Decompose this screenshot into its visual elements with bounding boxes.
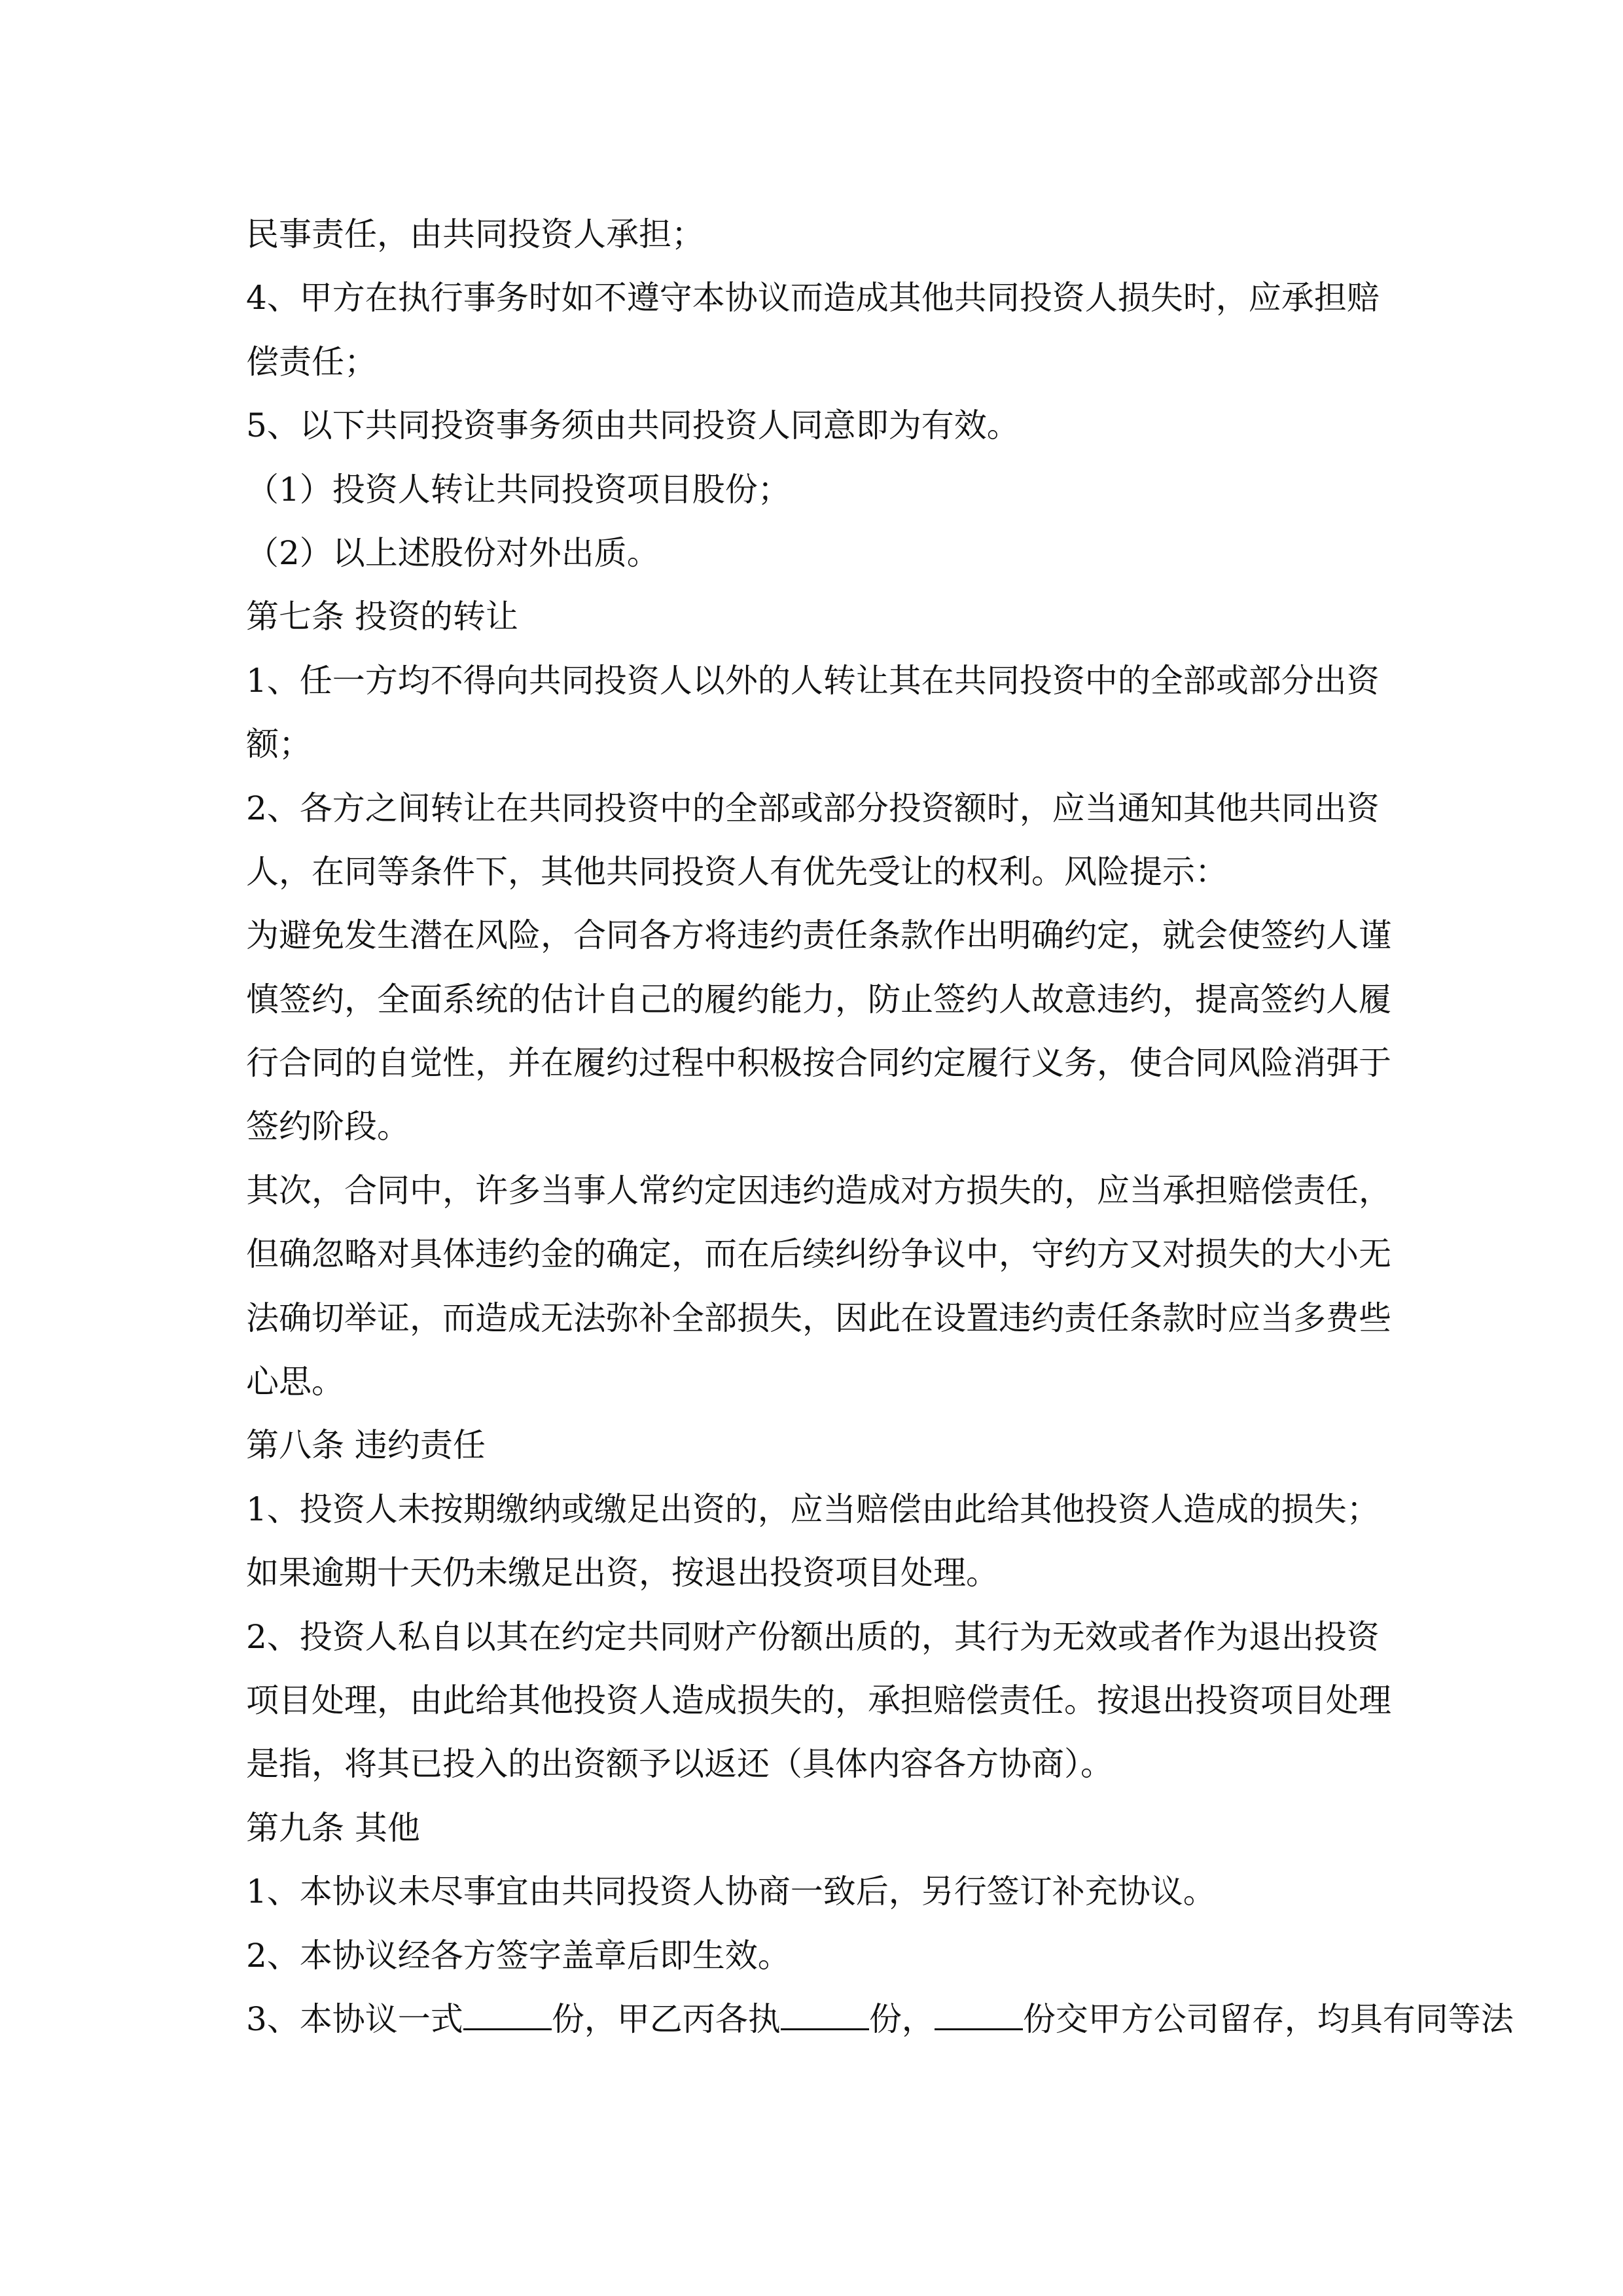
text-line: 心思。 [246, 1363, 344, 1401]
text-fragment: 份交甲方公司留存，均具有同等法 [1022, 2000, 1514, 2038]
text-line: 但确忽略对具体违约金的确定，而在后续纠纷争议中，守约方又对损失的大小无 [246, 1235, 1391, 1274]
text-line: 1、投资人未按期缴纳或缴足出资的，应当赔偿由此给其他投资人造成的损失； [246, 1490, 1380, 1528]
section-heading-article-7: 第七条 投资的转让 [246, 598, 518, 636]
text-line: （2）以上述股份对外出质。 [246, 533, 660, 572]
text-line: 5、以下共同投资事务须由共同投资人同意即为有效。 [246, 406, 1020, 445]
text-line: 其次，合同中，许多当事人常约定因违约造成对方损失的，应当承担赔偿责任， [246, 1171, 1391, 1210]
text-line: 民事责任，由共同投资人承担； [246, 215, 704, 253]
text-line: 2、本协议经各方签字盖章后即生效。 [246, 1936, 791, 1975]
fill-in-blank [781, 2002, 869, 2030]
text-line: 项目处理，由此给其他投资人造成损失的，承担赔偿责任。按退出投资项目处理 [246, 1681, 1391, 1719]
text-line: 人，在同等条件下，其他共同投资人有优先受让的权利。风险提示： [246, 852, 1228, 891]
section-heading-article-9: 第九条 其他 [246, 1808, 420, 1847]
text-line: 法确切举证，而造成无法弥补全部损失，因此在设置违约责任条款时应当多费些 [246, 1299, 1391, 1337]
fill-in-blank [935, 2002, 1023, 2030]
text-fragment: 份，甲乙丙各执 [551, 2000, 781, 2038]
text-line: 签约阶段。 [246, 1107, 410, 1146]
text-line: 慎签约，全面系统的估计自己的履约能力，防止签约人故意违约，提高签约人履 [246, 980, 1391, 1018]
fill-in-blank [463, 2002, 552, 2030]
text-line: 1、任一方均不得向共同投资人以外的人转让其在共同投资中的全部或部分出资 [246, 661, 1380, 700]
document-body [246, 203, 1514, 2051]
text-line: 1、本协议未尽事宜由共同投资人协商一致后，另行签订补充协议。 [246, 1873, 1216, 1911]
text-line: 2、各方之间转让在共同投资中的全部或部分投资额时，应当通知其他共同出资 [246, 789, 1380, 827]
text-line: 4、甲方在执行事务时如不遵守本协议而造成其他共同投资人损失时，应承担赔 [246, 279, 1380, 317]
text-line-with-blanks [246, 1988, 1514, 2051]
text-line: （1）投资人转让共同投资项目股份； [246, 470, 791, 509]
text-line: 偿责任； [246, 342, 377, 381]
text-fragment: 3、本协议一式 [246, 2000, 463, 2038]
text-line: 为避免发生潜在风险，合同各方将违约责任条款作出明确约定，就会使签约人谨 [246, 916, 1391, 955]
text-line: 额； [246, 725, 312, 764]
text-line: 如果逾期十天仍未缴足出资，按退出投资项目处理。 [246, 1554, 999, 1592]
text-fragment: 份， [868, 2000, 935, 2038]
text-line: 是指，将其已投入的出资额予以返还（具体内容各方协商）。 [246, 1745, 1113, 1784]
text-line: 行合同的自觉性，并在履约过程中积极按合同约定履行义务，使合同风险消弭于 [246, 1044, 1391, 1083]
text-line: 2、投资人私自以其在约定共同财产份额出质的，其行为无效或者作为退出投资 [246, 1617, 1380, 1656]
section-heading-article-8: 第八条 违约责任 [246, 1426, 486, 1465]
